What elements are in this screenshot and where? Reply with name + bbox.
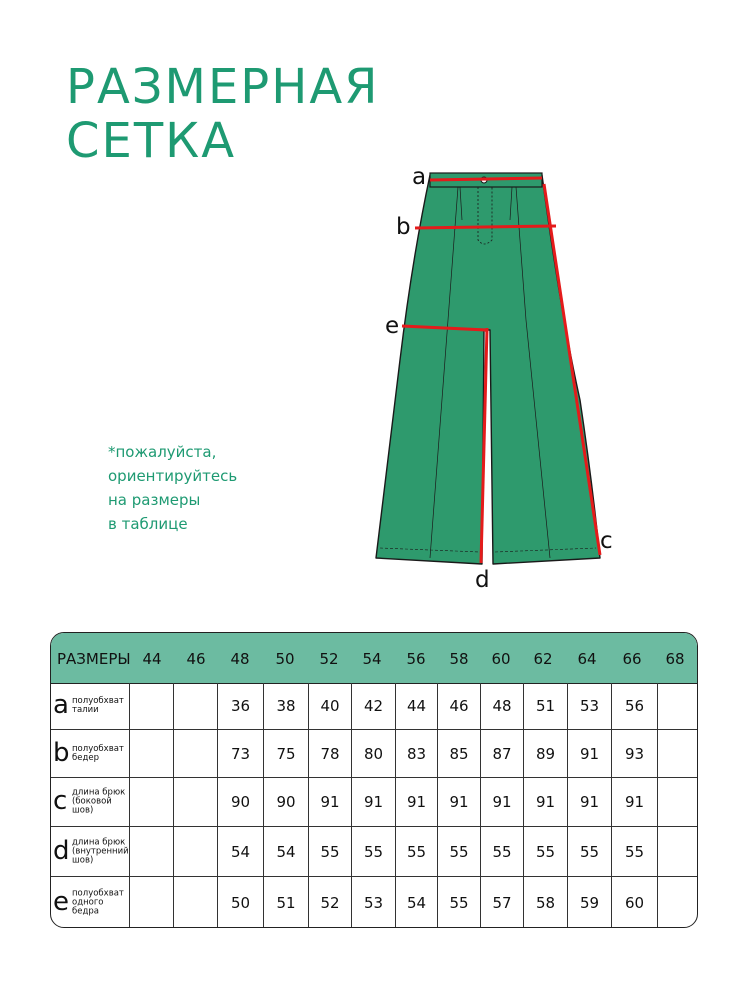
- measure-line-a: [430, 178, 542, 180]
- note-line-4: в таблице: [108, 515, 188, 533]
- table-cell: 44: [395, 683, 437, 729]
- table-cell: 55: [523, 826, 567, 876]
- table-cell: 36: [217, 683, 263, 729]
- header-size: 58: [449, 650, 469, 668]
- size-table: [50, 632, 698, 928]
- table-cell: 55: [567, 826, 611, 876]
- table-cell: 80: [351, 729, 395, 777]
- row-description: [72, 697, 134, 715]
- note-line-3: на размеры: [108, 491, 201, 509]
- table-row: [51, 777, 697, 826]
- row-label: [51, 777, 129, 826]
- table-cell: 91: [351, 777, 395, 826]
- table-cell: [129, 826, 173, 876]
- row-description-line: талии: [72, 705, 99, 715]
- row-label: [51, 876, 129, 928]
- row-description-line: бедер: [72, 752, 99, 763]
- pants-diagram: [360, 160, 620, 592]
- table-cell: 53: [567, 683, 611, 729]
- table-cell: 75: [263, 729, 308, 777]
- row-label: [51, 683, 129, 729]
- table-cell: 73: [217, 729, 263, 777]
- table-row: [51, 876, 697, 928]
- table-cell: 93: [611, 729, 657, 777]
- size-note: [108, 440, 237, 536]
- note-line-2: ориентируйтесь: [108, 467, 238, 485]
- header-size: 56: [406, 650, 426, 668]
- table-cell: [173, 876, 217, 928]
- row-letter: b: [53, 737, 70, 768]
- header-size: 48: [230, 650, 250, 668]
- table-cell: 38: [263, 683, 308, 729]
- row-description-line: длина брюк: [72, 787, 126, 798]
- row-letter: c: [53, 785, 68, 816]
- row-description: [72, 745, 134, 763]
- title-line-1: РАЗМЕРНАЯ: [66, 59, 380, 115]
- table-cell: 91: [308, 777, 351, 826]
- table-cell: 89: [523, 729, 567, 777]
- table-cell: 87: [480, 729, 523, 777]
- table-cell: [173, 826, 217, 876]
- header-size: 50: [275, 650, 295, 668]
- row-letter: d: [53, 835, 70, 866]
- table-cell: 55: [437, 876, 480, 928]
- table-row: [51, 683, 697, 729]
- table-cell: 60: [611, 876, 657, 928]
- header-size: 60: [491, 650, 511, 668]
- header-size: 66: [622, 650, 642, 668]
- note-line-1: *пожалуйста,: [108, 443, 217, 461]
- table-cell: [173, 729, 217, 777]
- header-size: 46: [186, 650, 206, 668]
- table-cell: 91: [611, 777, 657, 826]
- table-cell: 55: [611, 826, 657, 876]
- table-cell: 56: [611, 683, 657, 729]
- table-cell: 55: [480, 826, 523, 876]
- row-description: [72, 890, 134, 917]
- page-title: [66, 60, 380, 168]
- table-cell: 40: [308, 683, 351, 729]
- table-cell: 55: [395, 826, 437, 876]
- row-description-line: бедра: [72, 906, 99, 917]
- row-description-line: длина брюк: [72, 837, 126, 847]
- table-cell: 54: [395, 876, 437, 928]
- table-cell: 51: [263, 876, 308, 928]
- table-cell: 90: [263, 777, 308, 826]
- row-label: [51, 826, 129, 876]
- label-e: e: [385, 313, 400, 339]
- table-cell: 42: [351, 683, 395, 729]
- label-b: b: [396, 214, 411, 240]
- table-row: [51, 729, 697, 777]
- row-description-line: (внутренний: [72, 846, 129, 856]
- row-description-line: одного: [72, 897, 104, 908]
- table-cell: 91: [437, 777, 480, 826]
- table-cell: [129, 876, 173, 928]
- measure-line-b: [415, 226, 556, 228]
- table-cell: [129, 777, 173, 826]
- table-cell: [173, 683, 217, 729]
- row-description-line: полуобхват: [72, 888, 124, 899]
- header-size: 68: [665, 650, 685, 668]
- table-cell: 83: [395, 729, 437, 777]
- table-cell: 90: [217, 777, 263, 826]
- row-description-line: шов): [72, 855, 94, 865]
- table-cell: 91: [567, 777, 611, 826]
- row-description-line: полуобхват: [72, 696, 124, 706]
- label-c: c: [600, 528, 613, 554]
- table-cell: 91: [567, 729, 611, 777]
- table-cell: 51: [523, 683, 567, 729]
- table-header: [51, 633, 697, 684]
- table-cell: 54: [217, 826, 263, 876]
- table-row: [51, 826, 697, 876]
- table-cell: 55: [351, 826, 395, 876]
- table-cell: 55: [308, 826, 351, 876]
- table-cell: 55: [437, 826, 480, 876]
- table-cell: 54: [263, 826, 308, 876]
- row-label: [51, 729, 129, 777]
- header-size: 62: [533, 650, 553, 668]
- row-description: [72, 789, 134, 816]
- table-cell: [657, 729, 698, 777]
- table-cell: [129, 683, 173, 729]
- table-cell: [129, 729, 173, 777]
- label-d: d: [475, 567, 490, 592]
- title-line-2: СЕТКА: [66, 113, 237, 169]
- row-description: [72, 838, 134, 865]
- row-letter: a: [53, 689, 69, 720]
- row-description-line: (боковой: [72, 796, 112, 807]
- table-cell: [657, 683, 698, 729]
- label-a: a: [412, 164, 427, 190]
- row-description-line: шов): [72, 805, 94, 816]
- header-label: РАЗМЕРЫ: [57, 650, 131, 668]
- table-cell: 46: [437, 683, 480, 729]
- table-cell: 91: [523, 777, 567, 826]
- table-cell: 85: [437, 729, 480, 777]
- table-cell: 52: [308, 876, 351, 928]
- header-size: 54: [362, 650, 382, 668]
- table-cell: [657, 876, 698, 928]
- table-cell: [657, 826, 698, 876]
- table-cell: 53: [351, 876, 395, 928]
- table-cell: 91: [480, 777, 523, 826]
- table-cell: 50: [217, 876, 263, 928]
- header-size: 44: [142, 650, 162, 668]
- header-size: 52: [319, 650, 339, 668]
- table-cell: [657, 777, 698, 826]
- table-cell: 78: [308, 729, 351, 777]
- row-letter: e: [53, 886, 69, 917]
- table-cell: 91: [395, 777, 437, 826]
- row-description-line: полуобхват: [72, 743, 124, 754]
- table-cell: 58: [523, 876, 567, 928]
- table-cell: 59: [567, 876, 611, 928]
- header-size: 64: [577, 650, 597, 668]
- table-cell: [173, 777, 217, 826]
- table-cell: 48: [480, 683, 523, 729]
- table-cell: 57: [480, 876, 523, 928]
